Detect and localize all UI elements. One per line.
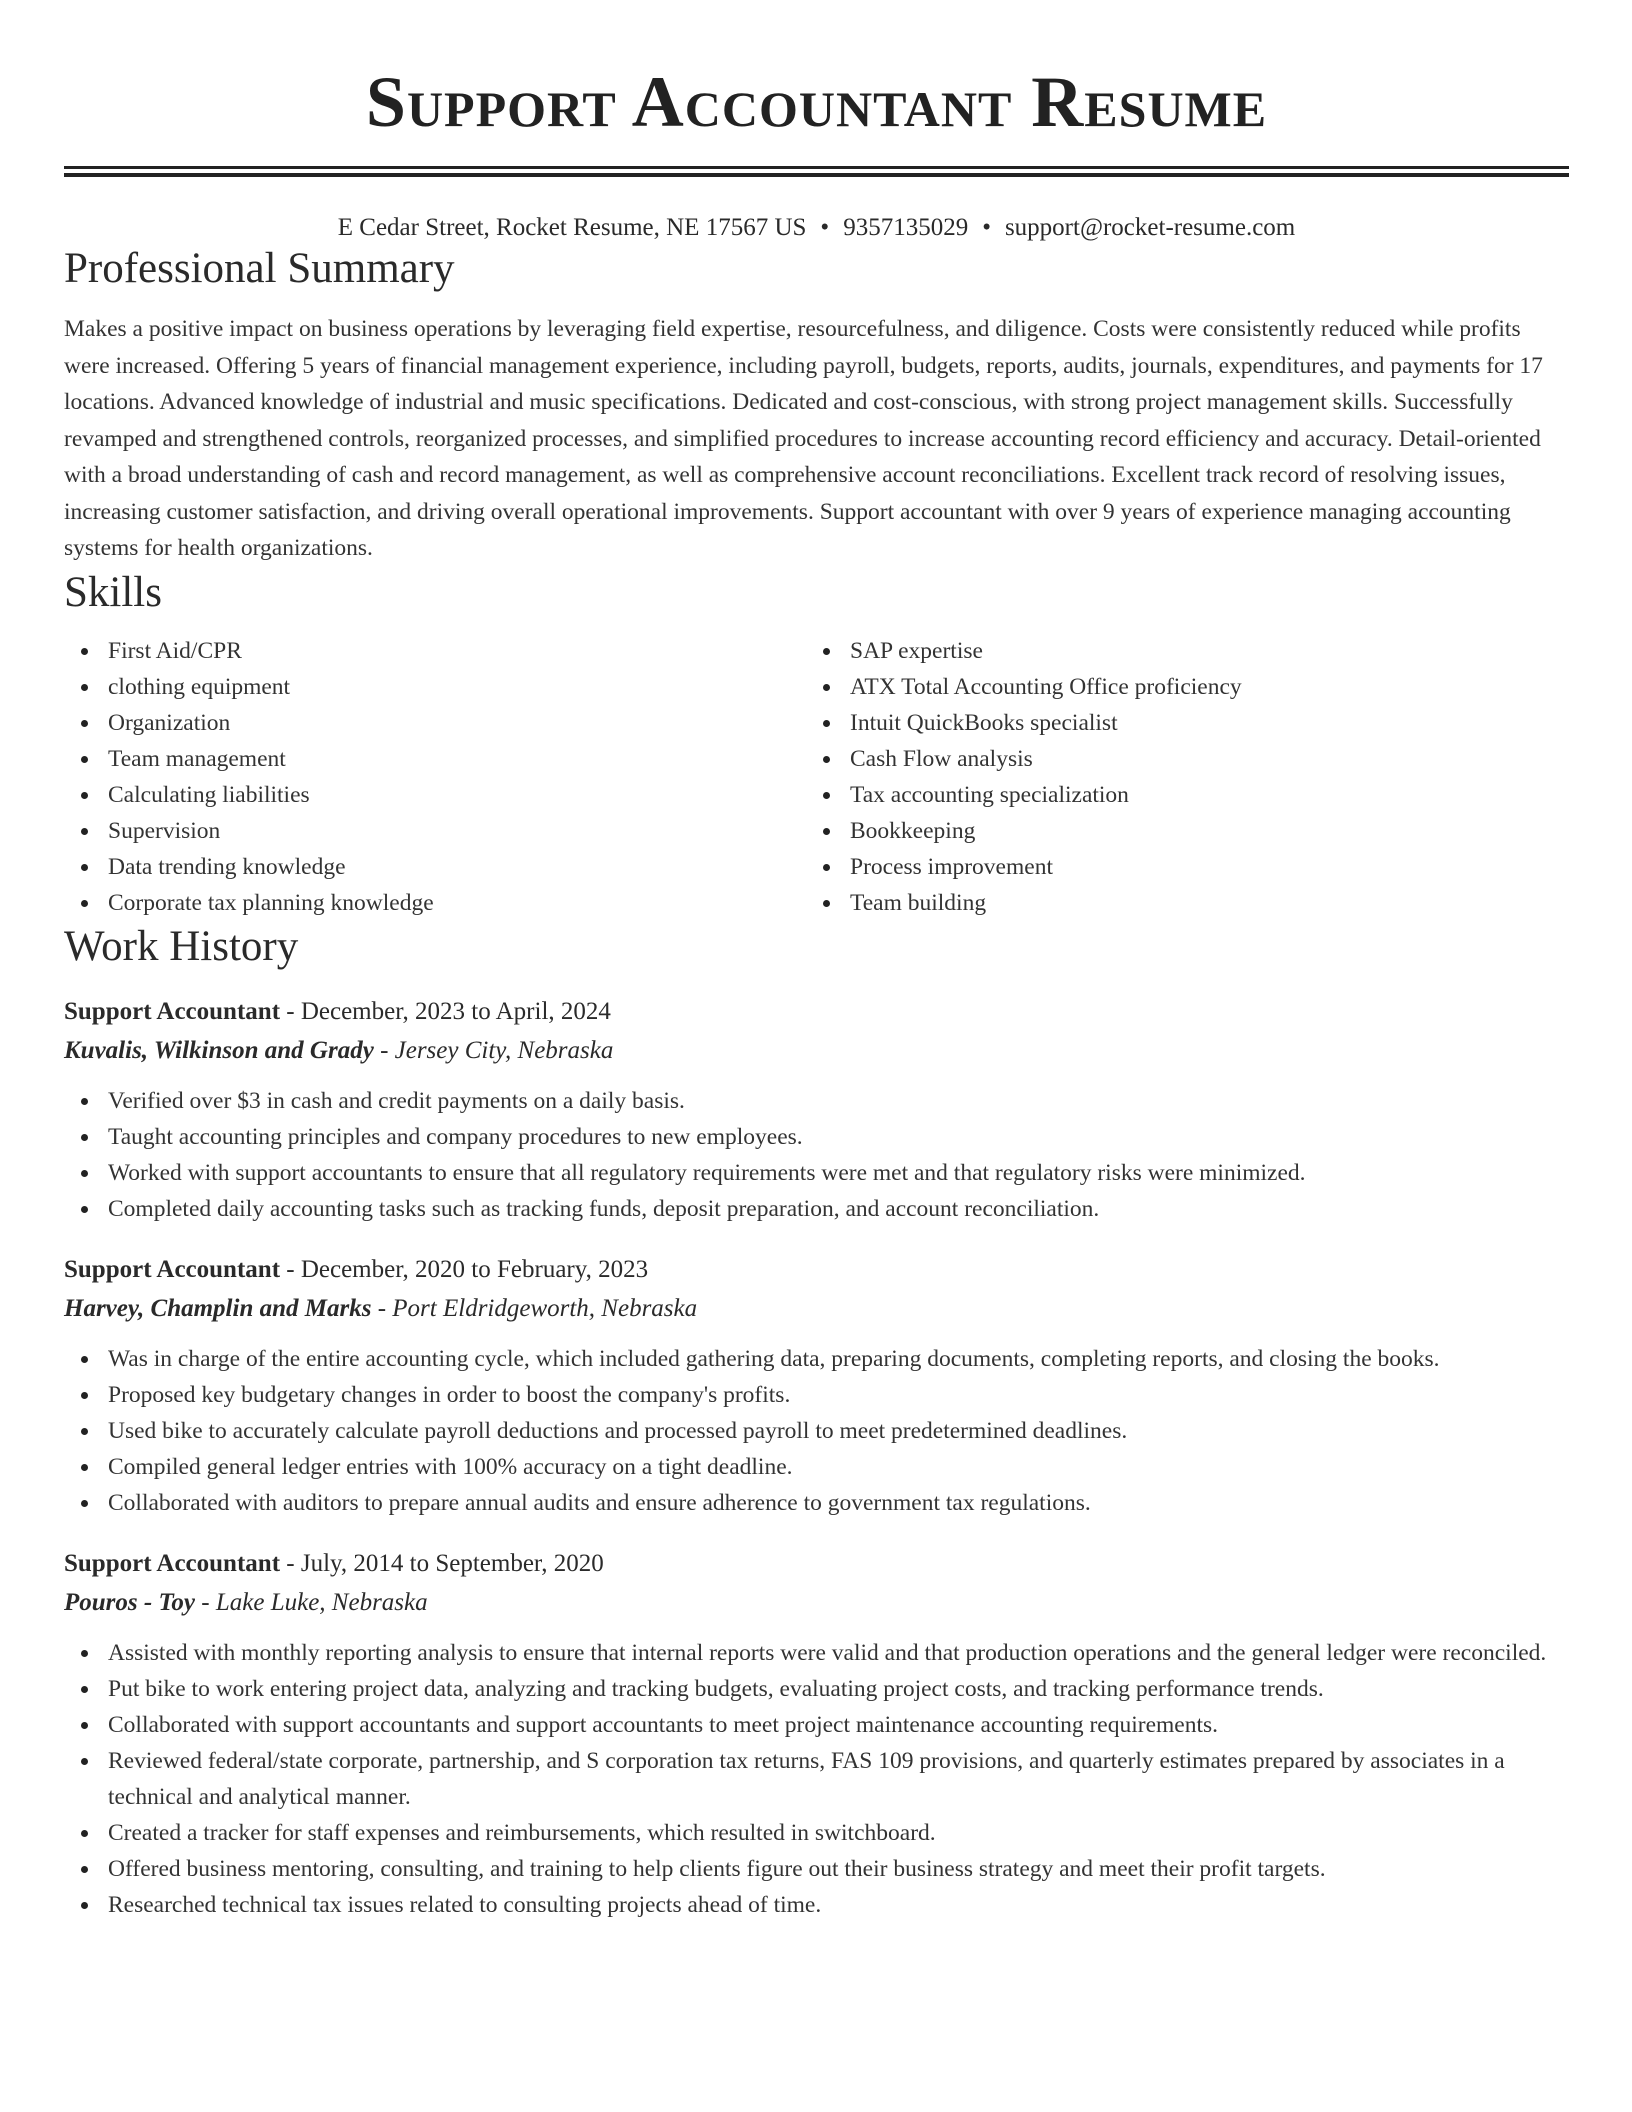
job-title-line <box>64 1251 1569 1289</box>
skill-item: clothing equipment <box>64 669 806 705</box>
skill-item: Intuit QuickBooks specialist <box>806 705 1548 741</box>
job-role: Support Accountant <box>64 997 281 1025</box>
job-title-line <box>64 993 1569 1031</box>
job-company-line <box>64 1583 1569 1623</box>
duty-item: Put bike to work entering project data, analyzing and tracking budgets, evaluating project costs, and tracking performance trends. <box>64 1671 1569 1707</box>
skill-item: Cash Flow analysis <box>806 741 1548 777</box>
job-location: - Lake Luke, Nebraska <box>195 1588 428 1616</box>
skill-item: Organization <box>64 705 806 741</box>
skill-item: Process improvement <box>806 849 1548 885</box>
duty-item: Offered business mentoring, consulting, and training to help clients figure out their business strategy and meet their profit targets. <box>64 1851 1569 1887</box>
contact-separator: • <box>982 214 991 241</box>
job-location: - Jersey City, Nebraska <box>373 1036 614 1064</box>
job-title-line <box>64 1545 1569 1583</box>
skill-item: SAP expertise <box>806 633 1548 669</box>
job-dates: - December, 2023 to April, 2024 <box>280 997 611 1025</box>
skills-grid <box>64 633 1569 921</box>
skill-item: Tax accounting specialization <box>806 777 1548 813</box>
duty-item: Taught accounting principles and company procedures to new employees. <box>64 1119 1569 1155</box>
resume-title: Support Accountant Resume <box>365 62 1268 142</box>
contact-address: E Cedar Street, Rocket Resume, NE 17567 US <box>337 214 807 241</box>
job-company: Kuvalis, Wilkinson and Grady <box>64 1036 374 1064</box>
duty-item: Assisted with monthly reporting analysis to ensure that internal reports were valid and that production operations and the general ledger were reconciled. <box>64 1635 1569 1671</box>
resume-page <box>64 0 1569 1923</box>
skills-column-left <box>64 633 806 921</box>
duty-item: Collaborated with auditors to prepare annual audits and ensure adherence to government tax regulations. <box>64 1485 1569 1521</box>
job-entry <box>64 1251 1569 1521</box>
job-entry <box>64 993 1569 1227</box>
job-entry <box>64 1545 1569 1923</box>
job-location: - Port Eldridgeworth, Nebraska <box>371 1294 698 1322</box>
job-company: Pouros - Toy <box>64 1588 196 1616</box>
duty-item: Proposed key budgetary changes in order to boost the company's profits. <box>64 1377 1569 1413</box>
duty-item: Collaborated with support accountants and support accountants to meet project maintenance accounting requirements. <box>64 1707 1569 1743</box>
work-history-heading: Work History <box>64 922 299 970</box>
skill-item: Team management <box>64 741 806 777</box>
job-dates: - July, 2014 to September, 2020 <box>280 1549 604 1577</box>
job-role: Support Accountant <box>64 1255 281 1283</box>
summary-text: Makes a positive impact on business operations by leveraging field expertise, resourcefulness, and diligence. Costs were consistently reduced while profits were increased. Offering 5 years of financial management experience, including payroll, budgets, reports, audits, journals, expenditures, and payments for 17 locations. Advanced knowledge of industrial and music specifications. Dedicated and cost-conscious, with strong project management skills. Successfully revamped and strengthened controls, reorganized processes, and simplified procedures to increase accounting record efficiency and accuracy. Detail-oriented with a broad understanding of cash and record management, as well as comprehensive account reconciliations. Excellent track record of resolving issues, increasing customer satisfaction, and driving overall operational improvements. Support accountant with over 9 years of experience managing accounting systems for health organizations. <box>64 316 1543 561</box>
duty-item: Worked with support accountants to ensure that all regulatory requirements were met and that regulatory risks were minimized. <box>64 1155 1569 1191</box>
job-duties <box>64 1341 1569 1521</box>
skill-item: First Aid/CPR <box>64 633 806 669</box>
duty-item: Was in charge of the entire accounting cycle, which included gathering data, preparing documents, completing reports, and closing the books. <box>64 1341 1569 1377</box>
job-company-line <box>64 1289 1569 1329</box>
skill-item: Data trending knowledge <box>64 849 806 885</box>
job-duties <box>64 1635 1569 1923</box>
job-dates: - December, 2020 to February, 2023 <box>280 1255 649 1283</box>
job-duties <box>64 1083 1569 1227</box>
duty-item: Compiled general ledger entries with 100% accuracy on a tight deadline. <box>64 1449 1569 1485</box>
summary-heading: Professional Summary <box>64 245 455 292</box>
skills-column-right <box>806 633 1548 921</box>
skill-item: Calculating liabilities <box>64 777 806 813</box>
contact-email: support@rocket-resume.com <box>1004 214 1296 241</box>
skill-item: Team building <box>806 885 1548 921</box>
job-company-line <box>64 1031 1569 1071</box>
skill-item: Bookkeeping <box>806 813 1548 849</box>
skill-item: ATX Total Accounting Office proficiency <box>806 669 1548 705</box>
duty-item: Verified over $3 in cash and credit payments on a daily basis. <box>64 1083 1569 1119</box>
skill-item: Corporate tax planning knowledge <box>64 885 806 921</box>
duty-item: Created a tracker for staff expenses and reimbursements, which resulted in switchboard. <box>64 1815 1569 1851</box>
duty-item: Researched technical tax issues related to consulting projects ahead of time. <box>64 1887 1569 1923</box>
duty-item: Completed daily accounting tasks such as tracking funds, deposit preparation, and account reconciliation. <box>64 1191 1569 1227</box>
job-company: Harvey, Champlin and Marks <box>64 1294 372 1322</box>
contact-line <box>64 213 1569 243</box>
contact-phone: 9357135029 <box>843 214 969 241</box>
duty-item: Reviewed federal/state corporate, partnership, and S corporation tax returns, FAS 109 provisions, and quarterly estimates prepared by associates in a technical and analytical manner. <box>64 1743 1569 1815</box>
job-role: Support Accountant <box>64 1549 281 1577</box>
contact-separator: • <box>820 214 830 241</box>
skill-item: Supervision <box>64 813 806 849</box>
skills-heading: Skills <box>64 568 162 616</box>
duty-item: Used bike to accurately calculate payroll deductions and processed payroll to meet predetermined deadlines. <box>64 1413 1569 1449</box>
title-divider <box>64 166 1569 177</box>
